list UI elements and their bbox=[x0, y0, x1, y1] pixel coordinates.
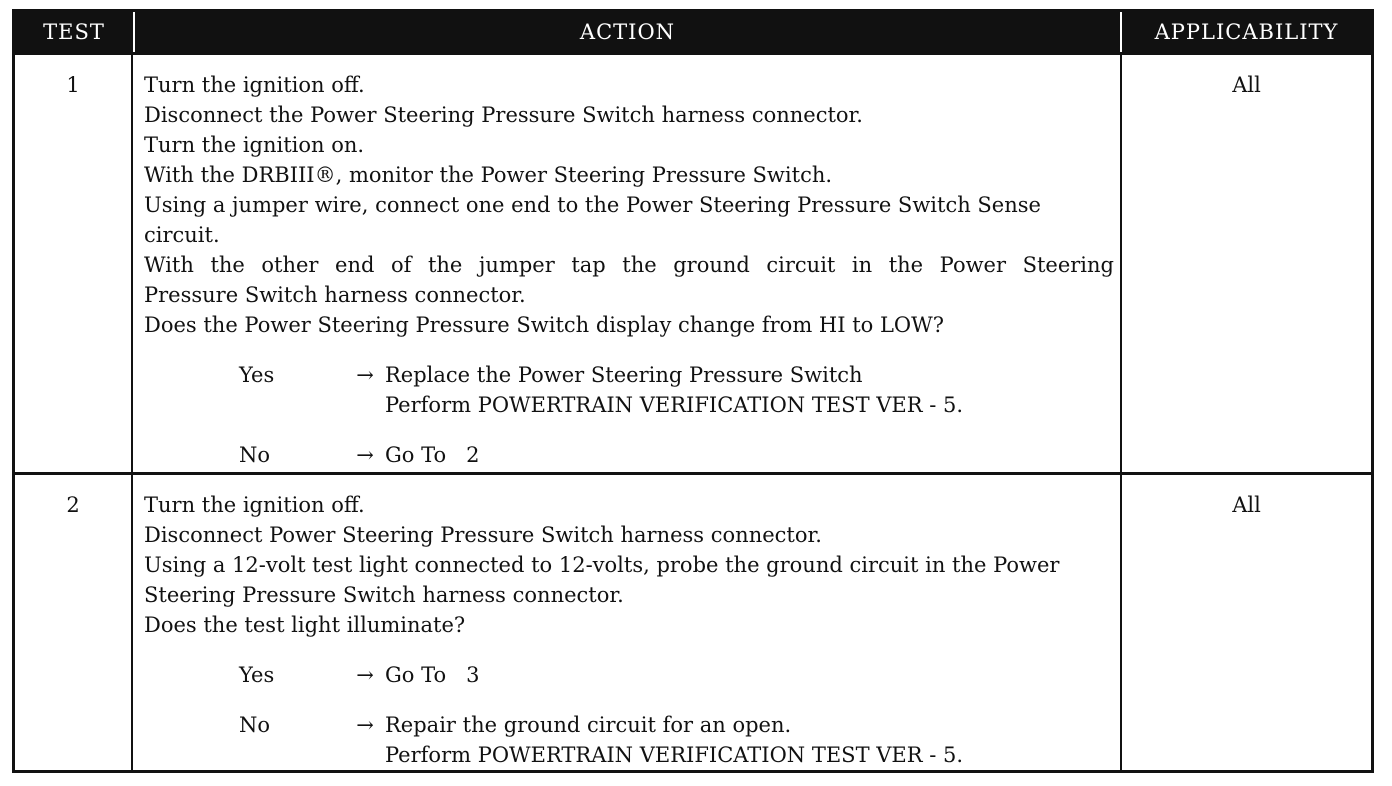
header-applicability: APPLICABILITY bbox=[1122, 12, 1371, 52]
result-steps bbox=[385, 710, 1114, 770]
action-line: Steering Pressure Switch harness connector. bbox=[144, 583, 624, 607]
header-action: ACTION bbox=[133, 12, 1122, 52]
outcome-label: No bbox=[239, 713, 271, 737]
arrow-icon: → bbox=[356, 443, 374, 467]
diagnostic-test-table bbox=[12, 9, 1374, 773]
action-line: Disconnect the Power Steering Pressure Switch harness connector. bbox=[144, 103, 863, 127]
arrow-icon: → bbox=[356, 663, 374, 687]
action-line: With the DRBIII®, monitor the Power Steering Pressure Switch. bbox=[144, 163, 833, 187]
header-test: TEST bbox=[15, 12, 133, 52]
action-line: Disconnect Power Steering Pressure Switch harness connector. bbox=[144, 523, 822, 547]
arrow-icon: → bbox=[356, 713, 374, 737]
result-steps bbox=[385, 440, 1114, 470]
arrow-icon: → bbox=[356, 363, 374, 387]
outcome-label: Yes bbox=[239, 663, 275, 687]
action-cell bbox=[133, 52, 1122, 472]
result-steps bbox=[385, 360, 1114, 420]
action-line: Using a jumper wire, connect one end to the Power Steering Pressure Switch Sense bbox=[144, 193, 1041, 217]
result-no bbox=[239, 710, 1114, 770]
result-step: Go To 2 bbox=[385, 443, 480, 467]
result-step: Perform POWERTRAIN VERIFICATION TEST VER - 5. bbox=[385, 743, 964, 767]
action-line: Using a 12-volt test light connected to 12-volts, probe the ground circuit in the Power bbox=[144, 553, 1060, 577]
test-number-cell: 1 bbox=[15, 52, 133, 472]
action-line: circuit. bbox=[144, 223, 220, 247]
action-line: Does the test light illuminate? bbox=[144, 613, 466, 637]
action-line: Turn the ignition on. bbox=[144, 133, 365, 157]
applicability-cell: All bbox=[1122, 472, 1371, 770]
results-block bbox=[144, 360, 1114, 470]
result-yes bbox=[239, 360, 1114, 420]
result-step: Go To 3 bbox=[385, 663, 480, 687]
action-cell bbox=[133, 472, 1122, 770]
action-line: Turn the ignition off. bbox=[144, 493, 365, 517]
results-block bbox=[144, 660, 1114, 770]
outcome-label: Yes bbox=[239, 363, 275, 387]
result-yes bbox=[239, 660, 1114, 690]
outcome-label: No bbox=[239, 443, 271, 467]
result-no bbox=[239, 440, 1114, 470]
action-line: With the other end of the jumper tap the ground circuit in the Power Steering bbox=[144, 253, 1114, 277]
result-step: Perform POWERTRAIN VERIFICATION TEST VER - 5. bbox=[385, 393, 964, 417]
result-steps bbox=[385, 660, 1114, 690]
result-step: Repair the ground circuit for an open. bbox=[385, 713, 792, 737]
result-step: Replace the Power Steering Pressure Switch bbox=[385, 363, 863, 387]
action-line: Pressure Switch harness connector. bbox=[144, 283, 526, 307]
test-number-cell: 2 bbox=[15, 472, 133, 770]
applicability-cell: All bbox=[1122, 52, 1371, 472]
action-line: Turn the ignition off. bbox=[144, 73, 365, 97]
action-line: Does the Power Steering Pressure Switch display change from HI to LOW? bbox=[144, 313, 944, 337]
